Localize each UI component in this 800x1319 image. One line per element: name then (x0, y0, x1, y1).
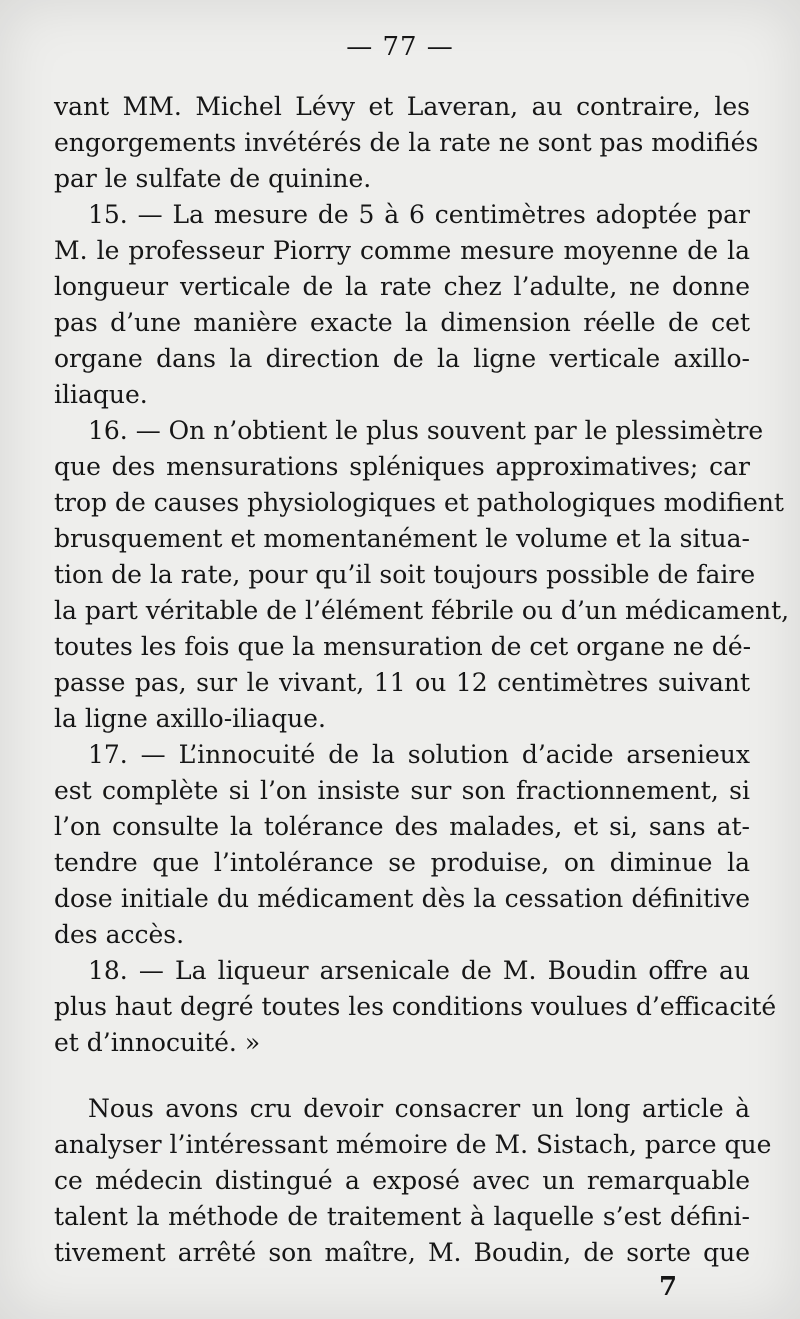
text-line-29: analyser l’intéressant mémoire de M. Sistach, parce que (54, 1130, 772, 1159)
text-line-6: longueur verticale de la rate chez l’adulte, ne donne (54, 272, 750, 301)
text-line-24: des accès. (54, 920, 185, 949)
text-line-25: 18. — La liqueur arsenicale de M. Boudin offre au (88, 956, 750, 985)
text-line-11: que des mensurations spléniques approximatives; car (54, 452, 750, 481)
text-line-16: toutes les fois que la mensuration de cet organe ne dé- (54, 632, 752, 661)
text-line-20: est complète si l’on insiste sur son fractionnement, si (54, 776, 750, 805)
text-line-8: organe dans la direction de la ligne verticale axillo- (54, 344, 750, 373)
text-line-12: trop de causes physiologiques et pathologiques modifient (54, 488, 784, 517)
text-line-1: vant MM. Michel Lévy et Laveran, au contraire, les (54, 92, 750, 121)
text-line-10: 16. — On n’obtient le plus souvent par le plessimètre (88, 416, 764, 445)
text-line-5: M. le professeur Piorry comme mesure moyenne de la (54, 236, 750, 265)
text-line-13: brusquement et momentanément le volume et la situa- (54, 524, 750, 553)
page-number: — 77 — (346, 32, 454, 62)
text-line-27: et d’innocuité. » (54, 1028, 261, 1057)
text-line-4: 15. — La mesure de 5 à 6 centimètres adoptée par (88, 200, 750, 229)
text-line-14: tion de la rate, pour qu’il soit toujours possible de faire (54, 560, 756, 589)
text-line-32: tivement arrêté son maître, M. Boudin, de sorte que (54, 1238, 750, 1267)
text-line-31: talent la méthode de traitement à laquelle s’est défini- (54, 1202, 750, 1231)
text-line-9: iliaque. (54, 380, 148, 409)
text-line-17: passe pas, sur le vivant, 11 ou 12 centimètres suivant (54, 668, 750, 697)
text-line-18: la ligne axillo-iliaque. (54, 704, 326, 733)
text-line-7: pas d’une manière exacte la dimension réelle de cet (54, 308, 750, 337)
text-line-23: dose initiale du médicament dès la cessation définitive (54, 884, 750, 913)
text-line-2: engorgements invétérés de la rate ne sont pas modifiés (54, 128, 759, 157)
text-line-30: ce médecin distingué a exposé avec un remarquable (54, 1166, 750, 1195)
signature-mark: 7 (658, 1272, 678, 1302)
text-line-28: Nous avons cru devoir consacrer un long article à (88, 1094, 750, 1123)
text-line-3: par le sulfate de quinine. (54, 164, 372, 193)
text-line-21: l’on consulte la tolérance des malades, et si, sans at- (54, 812, 750, 841)
text-line-15: la part véritable de l’élément fébrile ou d’un médicament, (54, 596, 790, 625)
text-line-19: 17. — L’innocuité de la solution d’acide arsenieux (88, 740, 750, 769)
text-line-22: tendre que l’intolérance se produise, on diminue la (54, 848, 750, 877)
text-line-26: plus haut degré toutes les conditions voulues d’efficacité (54, 992, 777, 1021)
